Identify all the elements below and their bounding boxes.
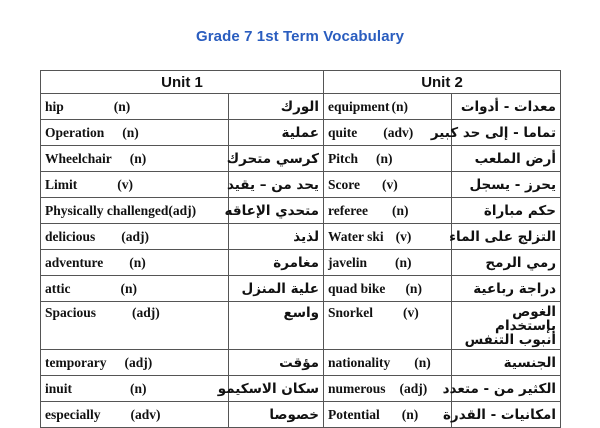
unit2-pos: (adv) — [383, 124, 414, 140]
unit1-pos: (adj) — [121, 228, 150, 244]
unit2-arabic: معدات - أدوات — [452, 94, 561, 120]
unit2-pos: (v) — [403, 305, 419, 320]
unit2-pos: (n) — [376, 150, 393, 166]
unit1-word-cell — [41, 302, 229, 350]
unit2-arabic: التزلج على الماء — [452, 224, 561, 250]
unit1-word: hip — [45, 98, 64, 114]
unit2-word: quite — [328, 124, 358, 140]
unit2-pos: (n) — [414, 354, 431, 370]
unit1-word-cell — [41, 402, 229, 428]
table-row — [41, 172, 561, 198]
unit2-arabic: رمي الرمح — [452, 250, 561, 276]
unit2-word-cell — [324, 276, 452, 302]
unit1-arabic: علية المنزل — [229, 276, 324, 302]
unit2-word-cell — [324, 402, 452, 428]
unit2-word: Potential — [328, 406, 380, 422]
table-row — [41, 146, 561, 172]
unit1-word: Spacious — [45, 305, 97, 320]
unit2-word-cell — [324, 224, 452, 250]
unit1-arabic: سكان الاسكيمو — [229, 376, 324, 402]
unit1-pos: (n) — [122, 124, 139, 140]
unit2-arabic: الكثير من - متعدد — [452, 376, 561, 402]
unit1-word: Physically challenged(adj) — [45, 202, 197, 218]
unit1-word: inuit — [45, 380, 73, 396]
unit2-word: referee — [328, 202, 368, 218]
table-row — [41, 224, 561, 250]
unit2-arabic: دراجة رباعية — [452, 276, 561, 302]
unit2-pos: (n) — [405, 280, 422, 296]
unit1-pos: (n) — [113, 98, 131, 114]
unit1-word-cell — [41, 276, 229, 302]
unit2-pos: (n) — [391, 98, 409, 114]
table-row — [41, 250, 561, 276]
unit2-word: quad bike — [328, 280, 386, 296]
unit1-word-cell — [41, 350, 229, 376]
unit2-arabic: أرض الملعب — [452, 146, 561, 172]
unit2-pos: (n) — [401, 406, 419, 422]
table-row — [41, 120, 561, 146]
unit1-pos: (n) — [120, 280, 137, 296]
unit1-arabic: خصوصا — [229, 402, 324, 428]
unit1-pos: (adj) — [132, 305, 160, 320]
unit2-arabic: الجنسية — [452, 350, 561, 376]
unit1-pos: (adj) — [124, 354, 153, 370]
unit1-word: Operation — [45, 124, 105, 140]
unit1-word: attic — [45, 280, 71, 296]
unit2-word-cell — [324, 146, 452, 172]
unit1-word: especially — [45, 406, 101, 422]
table-header-row — [41, 71, 561, 94]
unit2-word: nationality — [328, 354, 391, 370]
unit1-word-cell — [41, 146, 229, 172]
unit2-header: Unit 2 — [324, 71, 561, 94]
table-row — [41, 302, 561, 350]
unit2-word: numerous — [328, 380, 386, 396]
unit2-word-cell — [324, 376, 452, 402]
unit2-pos: (v) — [395, 228, 412, 244]
unit1-word-cell — [41, 224, 229, 250]
unit2-word-cell — [324, 302, 452, 350]
unit1-arabic: مؤقت — [229, 350, 324, 376]
unit2-word-cell — [324, 172, 452, 198]
unit2-arabic: حكم مباراة — [452, 198, 561, 224]
unit1-word: Limit — [45, 176, 78, 192]
unit1-arabic: عملية — [229, 120, 324, 146]
table-row — [41, 350, 561, 376]
unit1-word: Wheelchair — [45, 150, 112, 166]
unit1-header: Unit 1 — [41, 71, 324, 94]
unit1-pos: (n) — [130, 380, 147, 396]
table-row — [41, 276, 561, 302]
unit2-word-cell — [324, 94, 452, 120]
unit1-arabic: مغامرة — [229, 250, 324, 276]
unit1-arabic: لذيذ — [229, 224, 324, 250]
unit2-word: Water ski — [328, 228, 384, 244]
table-row — [41, 376, 561, 402]
unit1-word: adventure — [45, 254, 104, 270]
unit1-pos: (n) — [129, 150, 147, 166]
unit1-arabic: الورك — [229, 94, 324, 120]
unit1-pos: (n) — [129, 254, 146, 270]
unit2-arabic: يحرز - يسجل — [452, 172, 561, 198]
unit1-arabic: واسع — [229, 302, 324, 350]
unit2-pos: (v) — [382, 176, 398, 192]
unit1-word-cell — [41, 120, 229, 146]
unit1-word: delicious — [45, 228, 96, 244]
unit2-pos: (adj) — [399, 380, 428, 396]
unit1-word-cell — [41, 172, 229, 198]
unit1-arabic: كرسي متحرك — [229, 146, 324, 172]
unit2-pos: (n) — [391, 202, 409, 218]
unit2-word: Pitch — [328, 150, 359, 166]
table-row — [41, 94, 561, 120]
page-title: Grade 7 1st Term Vocabulary — [195, 28, 405, 45]
table-row — [41, 198, 561, 224]
unit2-arabic: الغوص بإستخدام أنبوب التنفس — [452, 302, 561, 350]
unit2-word: Score — [328, 176, 361, 192]
unit2-word-cell — [324, 198, 452, 224]
unit1-word-cell — [41, 94, 229, 120]
unit1-word: temporary — [45, 354, 107, 370]
unit2-word: javelin — [328, 254, 368, 270]
unit1-arabic: متحدي الإعاقه — [229, 198, 324, 224]
vocabulary-table — [40, 70, 561, 428]
unit1-pos: (adv) — [130, 406, 161, 422]
table-row — [41, 402, 561, 428]
unit2-word-cell — [324, 250, 452, 276]
unit1-word-cell — [41, 250, 229, 276]
unit1-pos: (v) — [117, 176, 133, 192]
unit2-word: Snorkel — [328, 305, 374, 320]
unit2-arabic: امكانيات - القدرة — [452, 402, 561, 428]
unit2-word: equipment — [328, 98, 390, 114]
unit2-word-cell — [324, 350, 452, 376]
unit2-arabic: تماما - إلى حد كبير — [452, 120, 561, 146]
unit1-word-cell — [41, 198, 229, 224]
unit2-pos: (n) — [395, 254, 412, 270]
unit1-arabic: يحد من – يقيد — [229, 172, 324, 198]
unit1-word-cell — [41, 376, 229, 402]
